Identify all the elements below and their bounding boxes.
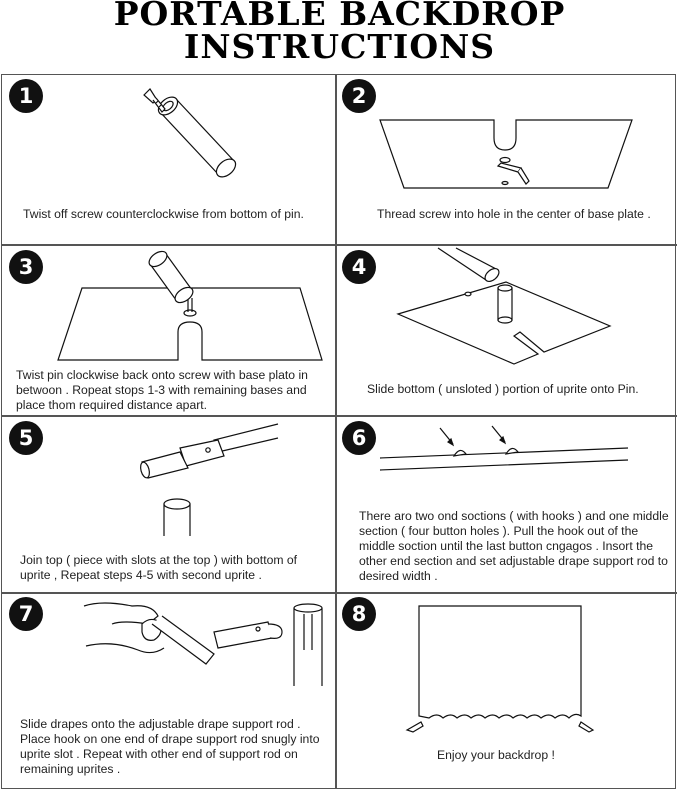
step-6-text: There aro two ond soctions ( with hooks ) and one middle section ( four button holes ). Pull the hook out of the middle soction until the last button cngagos . Insort the other end section and set adjustable drape support rod to desired width . — [359, 509, 669, 583]
grid-divider-row-1 — [1, 244, 677, 246]
step-4-badge: 4 — [342, 250, 376, 284]
step-8-illustration — [405, 600, 595, 736]
grid-divider-row-3 — [1, 592, 677, 594]
step-8-badge: 8 — [342, 597, 376, 631]
step-5-text: Join top ( piece with slots at the top ) with bottom of uprite , Repeat steps 4-5 with second uprite . — [20, 553, 298, 582]
step-3-illustration — [58, 250, 324, 364]
step-7-text: Slide drapes onto the adjustable drape support rod . Place hook on one end of drape support rod snugly into uprite slot . Repeat with other end of support rod on remaining uprites . — [20, 717, 320, 776]
title-line-2: INSTRUCTIONS — [183, 27, 496, 66]
step-6-badge: 6 — [342, 421, 376, 455]
step-1-text: Twist off screw counterclockwise from bottom of pin. — [23, 207, 304, 221]
step-5-badge: 5 — [9, 421, 43, 455]
step-3-text: Twist pin clockwise back onto screw with base plato in betwoon . Ropeat stops 1-3 with remaining bases and place thom required distance apart. — [16, 368, 308, 412]
step-6-illustration — [378, 420, 632, 472]
step-8-text: Enjoy your backdrop ! — [437, 748, 555, 762]
step-7-illustration — [82, 598, 332, 690]
step-4-text: Slide bottom ( unsloted ) portion of uprite onto Pin. — [367, 382, 639, 396]
step-7-badge: 7 — [9, 597, 43, 631]
step-4-illustration — [398, 248, 612, 368]
step-2-text: Thread screw into hole in the center of base plate . — [377, 207, 651, 221]
title-line-1: PORTABLE BACKDROP — [113, 0, 566, 33]
grid-divider-vertical — [335, 74, 337, 789]
step-3-badge: 3 — [9, 250, 43, 284]
step-1-illustration — [140, 82, 250, 194]
step-2-badge: 2 — [342, 79, 376, 113]
step-2-illustration — [378, 110, 634, 192]
step-1-badge: 1 — [9, 79, 43, 113]
step-5-illustration — [140, 420, 280, 540]
grid-divider-row-2 — [1, 415, 677, 417]
